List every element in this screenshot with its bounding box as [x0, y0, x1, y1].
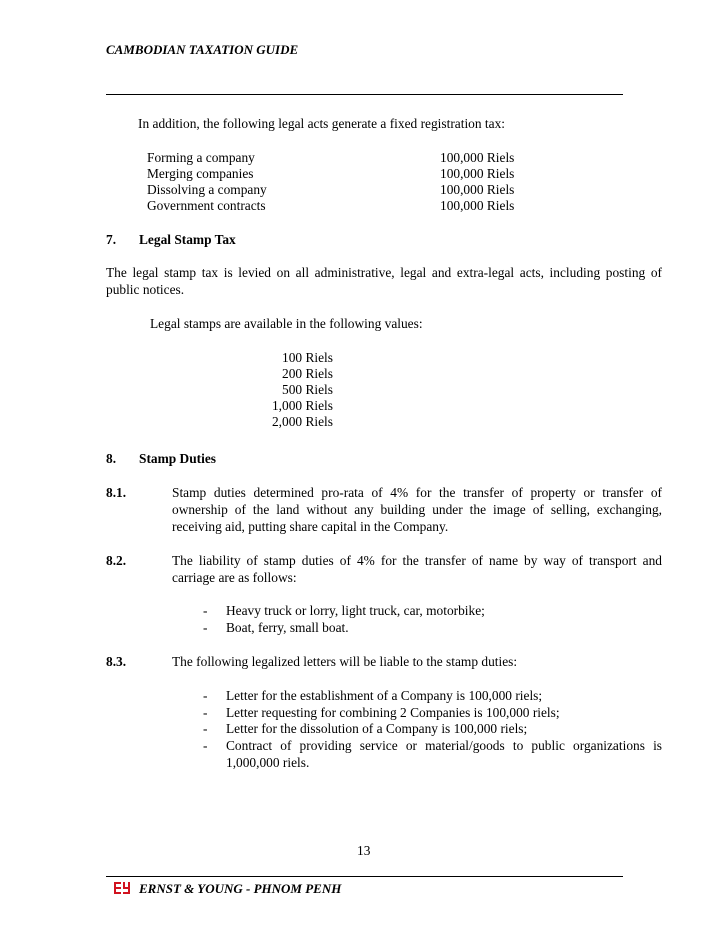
page-header-title: CAMBODIAN TAXATION GUIDE [106, 42, 299, 57]
bullet-dash: - [203, 738, 208, 753]
list-item: Letter requesting for combining 2 Companies is 100,000 riels; [226, 705, 560, 720]
list-item: Letter for the dissolution of a Company is 100,000 riels; [226, 721, 528, 736]
section-8-title: Stamp Duties [139, 451, 217, 466]
list-item-continuation: 1,000,000 riels. [226, 755, 310, 770]
ernst-young-logo [114, 880, 130, 896]
subsection-8-2-line-2: carriage are as follows: [172, 570, 297, 585]
stamp-value: 100 Riels [282, 350, 333, 365]
section-7-title: Legal Stamp Tax [139, 232, 236, 247]
footer-company-text: ERNST & YOUNG - PHNOM PENH [139, 881, 342, 896]
subsection-8-1-line-3: receiving aid, putting share capital in the Company. [172, 519, 449, 534]
bullet-dash: - [203, 603, 208, 618]
list-item: Contract of providing service or material/goods to public organizations is [226, 738, 662, 753]
fixed-tax-label: Merging companies [147, 166, 254, 181]
fixed-tax-label: Forming a company [147, 150, 255, 165]
section-7-paragraph-line-1: The legal stamp tax is levied on all administrative, legal and extra-legal acts, including posting of [106, 265, 662, 280]
fixed-tax-amount: 100,000 Riels [440, 182, 515, 197]
header-divider [106, 94, 623, 95]
subsection-8-3-intro: The following legalized letters will be liable to the stamp duties: [172, 654, 518, 669]
intro-text: In addition, the following legal acts generate a fixed registration tax: [138, 116, 506, 131]
fixed-tax-amount: 100,000 Riels [440, 198, 515, 213]
list-item: Boat, ferry, small boat. [226, 620, 349, 635]
fixed-tax-label: Dissolving a company [147, 182, 267, 197]
bullet-dash: - [203, 688, 208, 703]
list-item: Letter for the establishment of a Company is 100,000 riels; [226, 688, 543, 703]
fixed-tax-amount: 100,000 Riels [440, 166, 515, 181]
subsection-8-2-line-1: The liability of stamp duties of 4% for the transfer of name by way of transport and [172, 553, 662, 568]
footer-divider [106, 876, 623, 877]
bullet-dash: - [203, 705, 208, 720]
fixed-tax-amount: 100,000 Riels [440, 150, 515, 165]
bullet-dash: - [203, 721, 208, 736]
subsection-8-2-number: 8.2. [106, 553, 127, 568]
stamp-value: 500 Riels [282, 382, 333, 397]
section-7-number: 7. [106, 232, 117, 247]
stamp-value: 2,000 Riels [271, 414, 333, 429]
section-7-paragraph-line-2: public notices. [106, 282, 185, 297]
subsection-8-3-number: 8.3. [106, 654, 127, 669]
subsection-8-1-number: 8.1. [106, 485, 127, 500]
page-number: 13 [357, 843, 371, 858]
subsection-8-1-line-2: ownership of the land without any building under the image of selling, exchanging, [172, 502, 662, 517]
subsection-8-1-line-1: Stamp duties determined pro-rata of 4% for the transfer of property or transfer of [172, 485, 662, 500]
stamp-values-intro: Legal stamps are available in the following values: [150, 316, 423, 331]
stamp-value: 1,000 Riels [271, 398, 333, 413]
bullet-dash: - [203, 620, 208, 635]
list-item: Heavy truck or lorry, light truck, car, motorbike; [226, 603, 485, 618]
section-8-number: 8. [106, 451, 117, 466]
stamp-value: 200 Riels [282, 366, 333, 381]
fixed-tax-label: Government contracts [147, 198, 266, 213]
